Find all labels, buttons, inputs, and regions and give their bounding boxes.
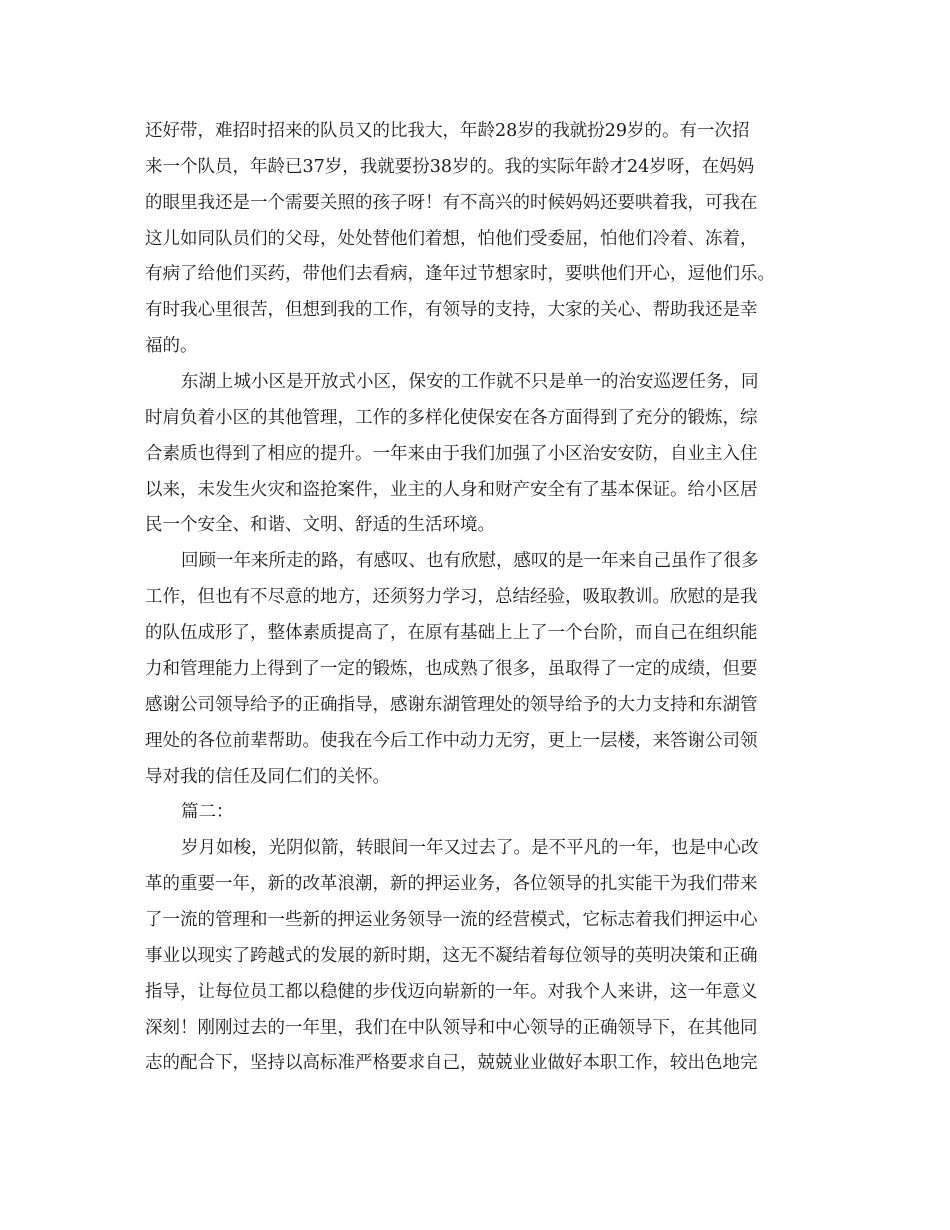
text-line: 时肩负着小区的其他管理，工作的多样化使保安在各方面得到了充分的锻炼，综	[145, 408, 758, 428]
paragraph-start: 岁月如梭，光阴似箭，转眼间一年又过去了。是不平凡的一年，也是中心改	[181, 838, 759, 858]
paragraph-start: 回顾一年来所走的路，有感叹、也有欣慰，感叹的是一年来自己虽作了很多	[181, 551, 759, 571]
text-line: 力和管理能力上得到了一定的锻炼，也成熟了很多，虽取得了一定的成绩，但要	[145, 659, 758, 679]
text-line: 有时我心里很苦，但想到我的工作，有领导的支持，大家的关心、帮助我还是幸	[145, 300, 758, 320]
section-heading: 篇二：	[181, 802, 234, 822]
text-line: 有病了给他们买药，带他们去看病，逢年过节想家时，要哄他们开心，逗他们乐。	[145, 264, 775, 284]
text-line: 了一流的管理和一些新的押运业务领导一流的经营模式，它标志着我们押运中心	[145, 910, 758, 930]
text-line: 合素质也得到了相应的提升。一年来由于我们加强了小区治安安防，自业主入住	[145, 444, 758, 464]
text-line: 以来，未发生火灾和盗抢案件，业主的人身和财产安全有了基本保证。给小区居	[145, 480, 758, 500]
text-line: 民一个安全、和谐、文明、舒适的生活环境。	[145, 515, 495, 535]
paragraph-start: 东湖上城小区是开放式小区，保安的工作就不只是单一的治安巡逻任务，同	[181, 372, 759, 392]
text-line: 还好带，难招时招来的队员又的比我大，年龄28岁的我就扮29岁的。有一次招	[145, 121, 750, 141]
text-line: 深刻！刚刚过去的一年里，我们在中队领导和中心领导的正确领导下，在其他同	[145, 1018, 758, 1038]
text-line: 感谢公司领导给予的正确指导，感谢东湖管理处的领导给予的大力支持和东湖管	[145, 695, 758, 715]
text-line: 来一个队员，年龄已37岁，我就要扮38岁的。我的实际年龄才24岁呀，在妈妈	[145, 157, 755, 177]
text-line: 这儿如同队员们的父母，处处替他们着想，怕他们受委屈，怕他们冷着、冻着，	[145, 229, 758, 249]
text-line: 革的重要一年，新的改革浪潮，新的押运业务，各位领导的扎实能干为我们带来	[145, 874, 758, 894]
text-line: 工作，但也有不尽意的地方，还须努力学习，总结经验，吸取教训。欣慰的是我	[145, 587, 758, 607]
text-line: 导对我的信任及同仁们的关怀。	[145, 767, 390, 787]
text-line: 事业以现实了跨越式的发展的新时期，这无不凝结着每位领导的英明决策和正确	[145, 946, 758, 966]
text-line: 的眼里我还是一个需要关照的孩子呀！有不高兴的时候妈妈还要哄着我，可我在	[145, 193, 758, 213]
text-line: 的队伍成形了，整体素质提高了，在原有基础上上了一个台阶，而自己在组织能	[145, 623, 758, 643]
text-line: 理处的各位前辈帮助。使我在今后工作中动力无穷，更上一层楼，来答谢公司领	[145, 731, 758, 751]
text-line: 福的。	[145, 336, 198, 356]
text-line: 指导，让每位员工都以稳健的步伐迈向崭新的一年。对我个人来讲，这一年意义	[145, 982, 758, 1002]
text-line: 志的配合下，坚持以高标准严格要求自己，兢兢业业做好本职工作，较出色地完	[145, 1053, 758, 1073]
